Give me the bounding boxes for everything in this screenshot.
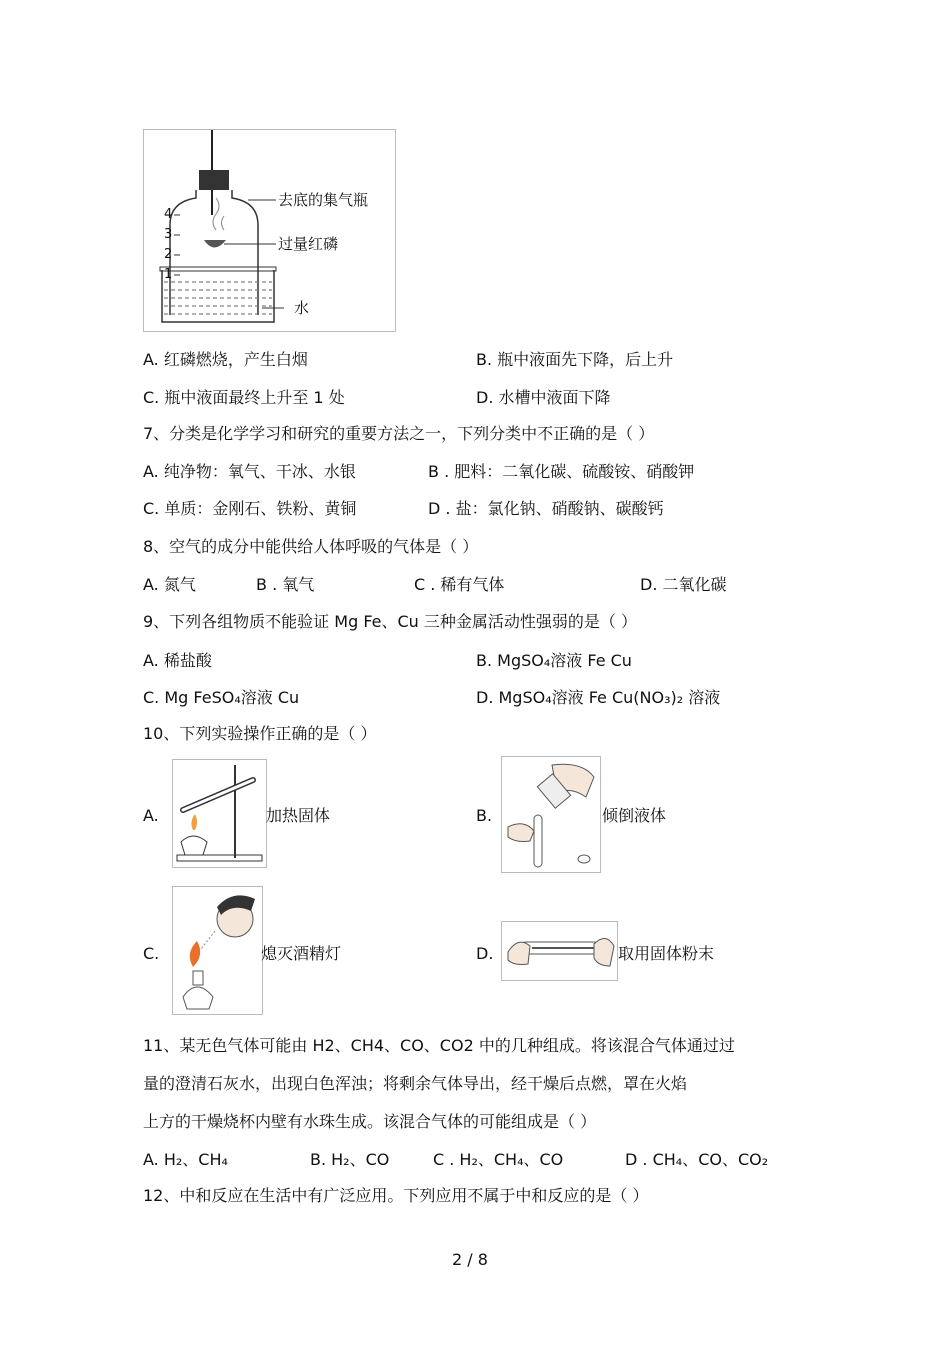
q6-option-b: B. 瓶中液面先下降，后上升 [476, 350, 674, 369]
q6-apparatus-figure [143, 129, 396, 332]
scale-1: 1 [164, 267, 173, 282]
q11-option-a: A. H₂、CH₄ [143, 1150, 228, 1169]
q11-line-3: 上方的干燥烧杯内壁有水珠生成。该混合气体的可能组成是（ ） [143, 1112, 597, 1131]
q10-option-c-letter: C. [143, 944, 160, 963]
q10-option-b-text: 倾倒液体 [602, 806, 667, 825]
q6-option-a: A. 红磷燃烧，产生白烟 [143, 350, 308, 369]
scale-2: 2 [164, 247, 173, 262]
q9-stem: 9、下列各组物质不能验证 Mg Fe、Cu 三种金属活动性强弱的是（ ） [143, 612, 637, 631]
q9-option-b: B. MgSO₄溶液 Fe Cu [476, 651, 632, 670]
q8-option-c: C . 稀有气体 [414, 575, 505, 594]
q11-line-1: 11、某无色气体可能由 H2、CH4、CO、CO2 中的几种组成。将该混合气体通过过 [143, 1036, 735, 1055]
q10-option-d-letter: D. [476, 944, 494, 963]
q7-option-d: D . 盐：氯化钠、硝酸钠、碳酸钙 [428, 499, 664, 518]
scale-3: 3 [164, 227, 173, 242]
q8-option-b: B . 氧气 [256, 575, 315, 594]
label-jar: 去底的集气瓶 [278, 191, 369, 209]
q8-stem: 8、空气的成分中能供给人体呼吸的气体是（ ） [143, 537, 479, 556]
q11-option-b: B. H₂、CO [310, 1150, 390, 1169]
q10-heating-solid-image [172, 759, 267, 868]
q11-option-c: C . H₂、CH₄、CO [433, 1150, 564, 1169]
q8-option-d: D. 二氧化碳 [640, 575, 727, 594]
q10-pouring-liquid-image [501, 756, 601, 873]
q7-option-a: A. 纯净物：氧气、干冰、水银 [143, 462, 356, 481]
q12-stem: 12、中和反应在生活中有广泛应用。下列应用不属于中和反应的是（ ） [143, 1186, 649, 1205]
q10-stem: 10、下列实验操作正确的是（ ） [143, 724, 377, 743]
q11-line-2: 量的澄清石灰水，出现白色浑浊；将剩余气体导出，经干燥后点燃，罩在火焰 [143, 1074, 688, 1093]
page-number: 2 / 8 [452, 1250, 488, 1269]
q7-option-c: C. 单质：金刚石、铁粉、黄铜 [143, 499, 357, 518]
scale-4: 4 [164, 207, 173, 222]
q10-option-c-text: 熄灭酒精灯 [261, 944, 342, 963]
q10-option-a-letter: A. [143, 806, 159, 825]
q10-option-a-text: 加热固体 [266, 806, 331, 825]
q10-option-d-text: 取用固体粉末 [618, 944, 715, 963]
q9-option-c: C. Mg FeSO₄溶液 Cu [143, 688, 300, 707]
label-water: 水 [294, 299, 310, 317]
q6-option-d: D. 水槽中液面下降 [476, 388, 611, 407]
q9-option-a: A. 稀盐酸 [143, 651, 212, 670]
q9-option-d: D. MgSO₄溶液 Fe Cu(NO₃)₂ 溶液 [476, 688, 721, 707]
q7-option-b: B . 肥料：二氧化碳、硫酸铵、硝酸钾 [428, 462, 695, 481]
q8-option-a: A. 氮气 [143, 575, 196, 594]
q7-stem: 7、分类是化学学习和研究的重要方法之一，下列分类中不正确的是（ ） [143, 424, 655, 443]
q6-option-c: C. 瓶中液面最终上升至 1 处 [143, 388, 345, 407]
label-phosphorus: 过量红磷 [278, 235, 339, 253]
q10-option-b-letter: B. [476, 806, 493, 825]
q10-extinguish-lamp-image [172, 886, 263, 1015]
q10-powder-sampling-image [501, 921, 618, 981]
q11-option-d: D . CH₄、CO、CO₂ [625, 1150, 769, 1169]
